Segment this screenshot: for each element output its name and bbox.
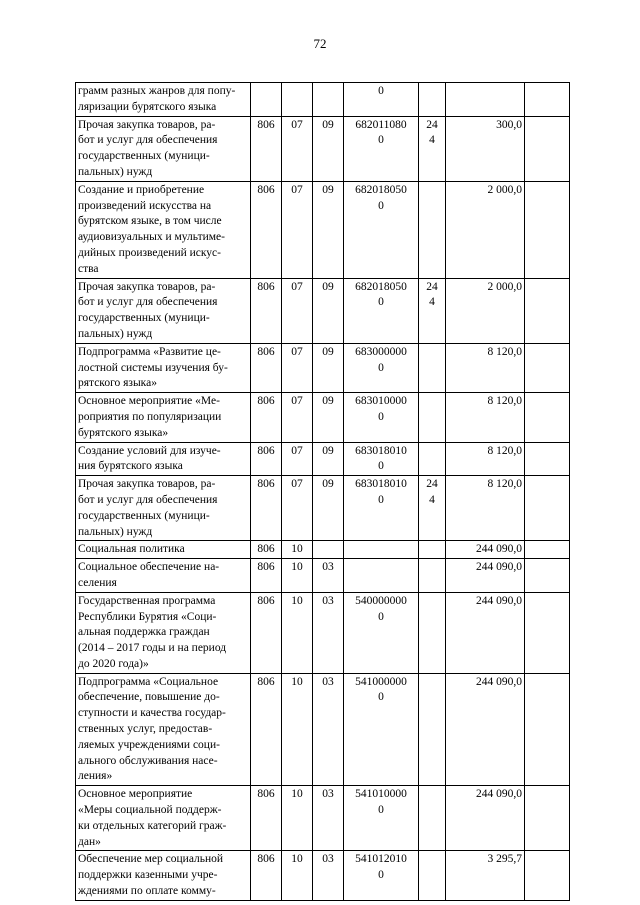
- target-article-cell-line: 540000000: [355, 594, 407, 607]
- section-cell-value: 07: [291, 478, 303, 491]
- table-row: [76, 83, 570, 117]
- expense-type-cell: [419, 786, 446, 851]
- grbs-cell: [251, 559, 282, 593]
- section-cell: [282, 541, 313, 559]
- grbs-cell: [251, 851, 282, 900]
- target-article-cell: [344, 442, 419, 476]
- name-cell-line: государственных (муници-: [78, 509, 210, 522]
- target-article-cell-line: 541010000: [355, 788, 407, 801]
- amount-cell-value: 8 120,0: [487, 478, 522, 491]
- amount-cell: [446, 393, 525, 442]
- budget-table: [75, 82, 570, 901]
- table-row: [76, 181, 570, 278]
- amount-cell: [446, 83, 525, 117]
- grbs-cell: [251, 541, 282, 559]
- target-article-cell: [344, 559, 419, 593]
- name-cell-line: Обеспечение мер социальной: [78, 853, 224, 866]
- name-cell: [76, 476, 251, 541]
- section-cell: [282, 116, 313, 181]
- amount-cell: [446, 541, 525, 559]
- target-article-cell-line: 0: [378, 85, 384, 97]
- grbs-cell-value: 806: [257, 788, 275, 801]
- expense-type-cell: [419, 442, 446, 476]
- grbs-cell-value: 806: [257, 543, 275, 556]
- target-article-cell-line: 0: [378, 804, 384, 817]
- section-cell: [282, 851, 313, 900]
- table-row: [76, 559, 570, 593]
- section-cell: [282, 442, 313, 476]
- name-cell: [76, 673, 251, 786]
- amount-cell: [446, 851, 525, 900]
- subsection-cell-value: 03: [322, 561, 334, 574]
- expense-type-cell: [419, 181, 446, 278]
- expense-type-cell: [419, 559, 446, 593]
- name-cell-line: ственных услуг, предостав-: [78, 723, 213, 736]
- expense-type-cell: [419, 476, 446, 541]
- target-article-cell: [344, 673, 419, 786]
- name-cell-line: обеспечение, повышение до-: [78, 691, 220, 704]
- target-article-cell-line: 682018050: [355, 183, 407, 196]
- target-article-cell-line: 682018050: [355, 280, 407, 293]
- grbs-cell-value: 806: [257, 478, 275, 491]
- name-cell-line: Подпрограмма «Развитие це-: [78, 345, 221, 358]
- target-article-cell: [344, 592, 419, 673]
- name-cell-line: бурятском языке, в том числе: [78, 215, 222, 228]
- name-cell-line: дан»: [78, 835, 101, 848]
- target-article-cell: [344, 278, 419, 343]
- name-cell-line: Создание и приобретение: [78, 183, 205, 196]
- target-article-cell-line: 683018010: [355, 478, 407, 491]
- target-article-cell: [344, 541, 419, 559]
- subsection-cell-value: 09: [322, 478, 334, 491]
- name-cell: [76, 541, 251, 559]
- name-cell-line: рятского языка»: [78, 377, 157, 390]
- name-cell-line: Прочая закупка товаров, ра-: [78, 118, 216, 131]
- grbs-cell: [251, 278, 282, 343]
- extra-cell: [525, 476, 570, 541]
- target-article-cell: [344, 851, 419, 900]
- subsection-cell: [313, 442, 344, 476]
- expense-type-cell-line: 4: [429, 493, 435, 506]
- target-article-cell-line: 683018010: [355, 444, 407, 457]
- grbs-cell: [251, 343, 282, 392]
- amount-cell-value: 3 295,7: [487, 853, 522, 866]
- subsection-cell: [313, 476, 344, 541]
- subsection-cell: [313, 851, 344, 900]
- name-cell-line: ляризации бурятского языка: [78, 100, 217, 113]
- amount-cell-value: 8 120,0: [487, 444, 522, 457]
- expense-type-cell: [419, 851, 446, 900]
- grbs-cell: [251, 786, 282, 851]
- subsection-cell: [313, 83, 344, 117]
- name-cell-line: ступности и качества государ-: [78, 707, 226, 720]
- section-cell: [282, 786, 313, 851]
- grbs-cell: [251, 181, 282, 278]
- name-cell-line: бот и услуг для обеспечения: [78, 296, 218, 309]
- name-cell-line: ки отдельных категорий граж-: [78, 819, 227, 832]
- subsection-cell: [313, 393, 344, 442]
- extra-cell: [525, 786, 570, 851]
- table-row: [76, 278, 570, 343]
- amount-cell-value: 2 000,0: [487, 280, 522, 293]
- name-cell-line: Государственная программа: [78, 594, 216, 607]
- subsection-cell-value: 03: [322, 788, 334, 801]
- grbs-cell-value: 806: [257, 561, 275, 574]
- table-row: [76, 393, 570, 442]
- amount-cell-value: 244 090,0: [476, 675, 522, 688]
- target-article-cell: [344, 476, 419, 541]
- grbs-cell: [251, 592, 282, 673]
- target-article-cell-line: 682011080: [355, 118, 407, 131]
- subsection-cell-value: 09: [322, 395, 334, 408]
- name-cell-line: лостной системы изучения бу-: [78, 361, 228, 374]
- name-cell-line: пальных) нужд: [78, 165, 153, 178]
- expense-type-cell: [419, 278, 446, 343]
- section-cell-value: 10: [291, 675, 303, 688]
- expense-type-cell: [419, 343, 446, 392]
- section-cell: [282, 476, 313, 541]
- name-cell-line: пальных) нужд: [78, 327, 153, 340]
- table-row: [76, 592, 570, 673]
- section-cell-value: 07: [291, 118, 303, 131]
- target-article-cell-line: 0: [378, 869, 384, 882]
- name-cell-line: Создание условий для изуче-: [78, 444, 221, 457]
- subsection-cell: [313, 278, 344, 343]
- target-article-cell-line: 0: [378, 199, 384, 212]
- amount-cell-value: 244 090,0: [476, 594, 522, 607]
- amount-cell: [446, 442, 525, 476]
- grbs-cell-value: 806: [257, 853, 275, 866]
- name-cell-line: ства: [78, 262, 99, 275]
- amount-cell: [446, 559, 525, 593]
- extra-cell: [525, 592, 570, 673]
- name-cell-line: Прочая закупка товаров, ра-: [78, 280, 216, 293]
- subsection-cell-value: 09: [322, 345, 334, 358]
- table-row: [76, 541, 570, 559]
- extra-cell: [525, 278, 570, 343]
- section-cell-value: 10: [291, 788, 303, 801]
- name-cell: [76, 592, 251, 673]
- amount-cell: [446, 343, 525, 392]
- grbs-cell-value: 806: [257, 675, 275, 688]
- name-cell-line: государственных (муници-: [78, 150, 210, 163]
- amount-cell-value: 300,0: [496, 118, 522, 131]
- extra-cell: [525, 83, 570, 117]
- name-cell: [76, 343, 251, 392]
- name-cell-line: поддержки казенными учре-: [78, 869, 218, 882]
- amount-cell-value: 244 090,0: [476, 543, 522, 556]
- subsection-cell: [313, 592, 344, 673]
- name-cell-line: ального обслуживания насе-: [78, 754, 218, 767]
- subsection-cell-value: 09: [322, 183, 334, 196]
- expense-type-cell-line: 4: [429, 134, 435, 147]
- name-cell-line: Социальная политика: [78, 543, 185, 556]
- extra-cell: [525, 343, 570, 392]
- target-article-cell: [344, 786, 419, 851]
- subsection-cell-value: 03: [322, 594, 334, 607]
- amount-cell: [446, 476, 525, 541]
- name-cell-line: роприятия по популяризации: [78, 410, 222, 423]
- expense-type-cell-line: 24: [426, 478, 438, 491]
- expense-type-cell: [419, 116, 446, 181]
- extra-cell: [525, 559, 570, 593]
- subsection-cell: [313, 559, 344, 593]
- amount-cell-value: 8 120,0: [487, 345, 522, 358]
- name-cell-line: пальных) нужд: [78, 525, 153, 538]
- table-row: [76, 673, 570, 786]
- grbs-cell: [251, 393, 282, 442]
- target-article-cell-line: 0: [378, 610, 384, 623]
- name-cell: [76, 442, 251, 476]
- name-cell-line: грамм разных жанров для попу-: [78, 85, 236, 97]
- extra-cell: [525, 673, 570, 786]
- target-article-cell: [344, 181, 419, 278]
- name-cell-line: государственных (муници-: [78, 312, 210, 325]
- grbs-cell: [251, 83, 282, 117]
- target-article-cell-line: 541012010: [355, 853, 407, 866]
- amount-cell: [446, 673, 525, 786]
- name-cell: [76, 393, 251, 442]
- name-cell-line: Прочая закупка товаров, ра-: [78, 478, 216, 491]
- grbs-cell: [251, 476, 282, 541]
- table-row: [76, 343, 570, 392]
- target-article-cell: [344, 83, 419, 117]
- section-cell-value: 07: [291, 395, 303, 408]
- extra-cell: [525, 851, 570, 900]
- page-number: 72: [313, 36, 327, 51]
- target-article-cell: [344, 116, 419, 181]
- table-row: [76, 851, 570, 900]
- grbs-cell-value: 806: [257, 395, 275, 408]
- subsection-cell-value: 03: [322, 853, 334, 866]
- grbs-cell-value: 806: [257, 118, 275, 131]
- section-cell-value: 10: [291, 543, 303, 556]
- name-cell-line: Основное мероприятие «Ме-: [78, 395, 220, 408]
- name-cell: [76, 116, 251, 181]
- expense-type-cell: [419, 83, 446, 117]
- subsection-cell: [313, 343, 344, 392]
- expense-type-cell-line: 24: [426, 118, 438, 131]
- subsection-cell: [313, 116, 344, 181]
- amount-cell-value: 2 000,0: [487, 183, 522, 196]
- section-cell-value: 07: [291, 345, 303, 358]
- name-cell: [76, 181, 251, 278]
- amount-cell: [446, 786, 525, 851]
- expense-type-cell-line: 24: [426, 280, 438, 293]
- name-cell-line: Республики Бурятия «Соци-: [78, 610, 217, 623]
- section-cell: [282, 181, 313, 278]
- grbs-cell-value: 806: [257, 345, 275, 358]
- name-cell-line: до 2020 года)»: [78, 657, 149, 670]
- target-article-cell: [344, 343, 419, 392]
- name-cell-line: Социальное обеспечение на-: [78, 561, 220, 574]
- section-cell: [282, 83, 313, 117]
- target-article-cell-line: 0: [378, 460, 384, 473]
- section-cell: [282, 393, 313, 442]
- grbs-cell-value: 806: [257, 183, 275, 196]
- target-article-cell-line: 0: [378, 361, 384, 374]
- target-article-cell-line: 0: [378, 493, 384, 506]
- target-article-cell-line: 683000000: [355, 345, 407, 358]
- name-cell: [76, 278, 251, 343]
- name-cell-line: бот и услуг для обеспечения: [78, 493, 218, 506]
- subsection-cell-value: 09: [322, 280, 334, 293]
- section-cell: [282, 592, 313, 673]
- amount-cell-value: 244 090,0: [476, 561, 522, 574]
- amount-cell: [446, 278, 525, 343]
- section-cell-value: 07: [291, 183, 303, 196]
- target-article-cell-line: 0: [378, 296, 384, 309]
- subsection-cell-value: 09: [322, 444, 334, 457]
- name-cell-line: дийных произведений искус-: [78, 246, 221, 259]
- section-cell-value: 07: [291, 444, 303, 457]
- name-cell: [76, 559, 251, 593]
- grbs-cell: [251, 116, 282, 181]
- name-cell: [76, 786, 251, 851]
- subsection-cell: [313, 786, 344, 851]
- subsection-cell-value: 03: [322, 675, 334, 688]
- subsection-cell: [313, 673, 344, 786]
- section-cell: [282, 673, 313, 786]
- section-cell-value: 07: [291, 280, 303, 293]
- expense-type-cell: [419, 592, 446, 673]
- name-cell-line: аудиовизуальных и мультиме-: [78, 231, 225, 244]
- target-article-cell-line: 0: [378, 134, 384, 147]
- grbs-cell: [251, 442, 282, 476]
- name-cell-line: ляемых учреждениями соци-: [78, 738, 220, 751]
- target-article-cell-line: 683010000: [355, 395, 407, 408]
- extra-cell: [525, 116, 570, 181]
- extra-cell: [525, 541, 570, 559]
- name-cell-line: ждениями по оплате комму-: [78, 885, 216, 898]
- grbs-cell: [251, 673, 282, 786]
- expense-type-cell-line: 4: [429, 296, 435, 309]
- name-cell-line: Подпрограмма «Социальное: [78, 675, 219, 688]
- name-cell-line: селения: [78, 576, 117, 589]
- target-article-cell-line: 541000000: [355, 675, 407, 688]
- expense-type-cell: [419, 673, 446, 786]
- name-cell-line: альная поддержка граждан: [78, 626, 210, 639]
- section-cell: [282, 278, 313, 343]
- name-cell: [76, 851, 251, 900]
- subsection-cell-value: 09: [322, 118, 334, 131]
- section-cell-value: 10: [291, 853, 303, 866]
- table-row: [76, 476, 570, 541]
- section-cell-value: 10: [291, 594, 303, 607]
- subsection-cell: [313, 181, 344, 278]
- amount-cell-value: 8 120,0: [487, 395, 522, 408]
- expense-type-cell: [419, 393, 446, 442]
- target-article-cell-line: 0: [378, 691, 384, 704]
- name-cell-line: бурятского языка»: [78, 426, 169, 439]
- table-row: [76, 116, 570, 181]
- grbs-cell-value: 806: [257, 594, 275, 607]
- extra-cell: [525, 393, 570, 442]
- name-cell-line: «Меры социальной поддерж-: [78, 804, 222, 817]
- name-cell-line: произведений искусства на: [78, 199, 212, 212]
- target-article-cell: [344, 393, 419, 442]
- section-cell: [282, 559, 313, 593]
- target-article-cell-line: 0: [378, 410, 384, 423]
- name-cell-line: Основное мероприятие: [78, 788, 193, 801]
- amount-cell: [446, 181, 525, 278]
- grbs-cell-value: 806: [257, 444, 275, 457]
- table-row: [76, 442, 570, 476]
- expense-type-cell: [419, 541, 446, 559]
- name-cell-line: (2014 – 2017 годы и на период: [78, 642, 227, 655]
- name-cell: [76, 83, 251, 117]
- subsection-cell: [313, 541, 344, 559]
- table-row: [76, 786, 570, 851]
- section-cell: [282, 343, 313, 392]
- amount-cell: [446, 592, 525, 673]
- amount-cell-value: 244 090,0: [476, 788, 522, 801]
- section-cell-value: 10: [291, 561, 303, 574]
- extra-cell: [525, 442, 570, 476]
- name-cell-line: бот и услуг для обеспечения: [78, 134, 218, 147]
- grbs-cell-value: 806: [257, 280, 275, 293]
- name-cell-line: ления»: [78, 770, 113, 783]
- name-cell-line: ния бурятского языка: [78, 460, 183, 473]
- extra-cell: [525, 181, 570, 278]
- amount-cell: [446, 116, 525, 181]
